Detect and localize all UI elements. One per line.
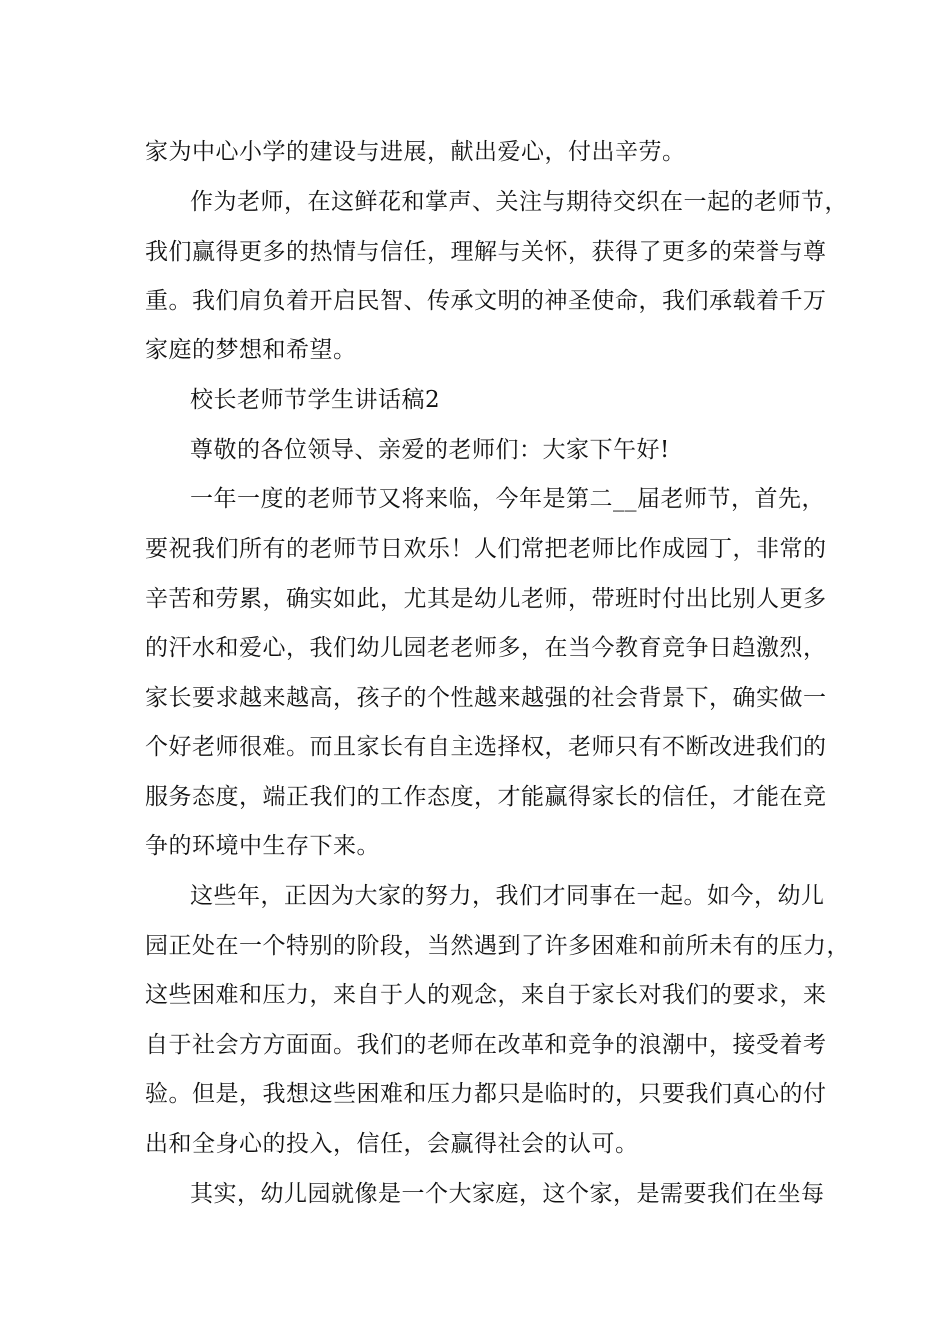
text-line-8: 一年一度的老师节又将来临，今年是第二__届老师节，首先， [190,486,825,512]
text-line-13: 个好老师很难。而且家长有自主选择权，老师只有不断改进我们的 [145,734,827,760]
text-line-9: 要祝我们所有的老师节日欢乐！人们常把老师比作成园丁，非常的 [145,536,827,562]
text-line-19: 自于社会方方面面。我们的老师在改革和竞争的浪潮中，接受着考 [145,1032,827,1058]
text-line-2: 作为老师，在这鲜花和掌声、关注与期待交织在一起的老师节， [190,189,848,215]
text-line-21: 出和全身心的投入，信任，会赢得社会的认可。 [145,1131,639,1157]
text-line-18: 这些困难和压力，来自于人的观念，来自于家长对我们的要求，来 [145,982,827,1008]
text-line-5: 家庭的梦想和希望。 [145,337,357,363]
text-line-15: 争的环境中生存下来。 [145,833,380,859]
text-line-3: 我们赢得更多的热情与信任，理解与关怀，获得了更多的荣誉与尊 [145,239,827,265]
text-line-10: 辛苦和劳累，确实如此，尤其是幼儿老师，带班时付出比别人更多 [145,586,827,612]
text-line-12: 家长要求越来越高，孩子的个性越来越强的社会背景下，确实做一 [145,685,827,711]
text-line-14: 服务态度，端正我们的工作态度，才能赢得家长的信任，才能在竞 [145,784,827,810]
text-line-1: 家为中心小学的建设与进展，献出爱心，付出辛劳。 [145,139,686,165]
section-title: 校长老师节学生讲话稿2 [190,387,441,413]
text-line-4: 重。我们肩负着开启民智、传承文明的神圣使命，我们承载着千万 [145,288,827,314]
salutation: 尊敬的各位领导、亲爱的老师们：大家下午好! [190,437,670,463]
text-line-22: 其实，幼儿园就像是一个大家庭，这个家，是需要我们在坐每 [190,1181,825,1207]
text-line-20: 验。但是，我想这些困难和压力都只是临时的，只要我们真心的付 [145,1081,827,1107]
text-line-17: 园正处在一个特别的阶段，当然遇到了许多困难和前所未有的压力， [145,933,850,959]
text-line-11: 的汗水和爱心，我们幼儿园老老师多，在当今教育竞争日趋激烈， [145,635,827,661]
text-line-16: 这些年，正因为大家的努力，我们才同事在一起。如今，幼儿 [190,883,825,909]
